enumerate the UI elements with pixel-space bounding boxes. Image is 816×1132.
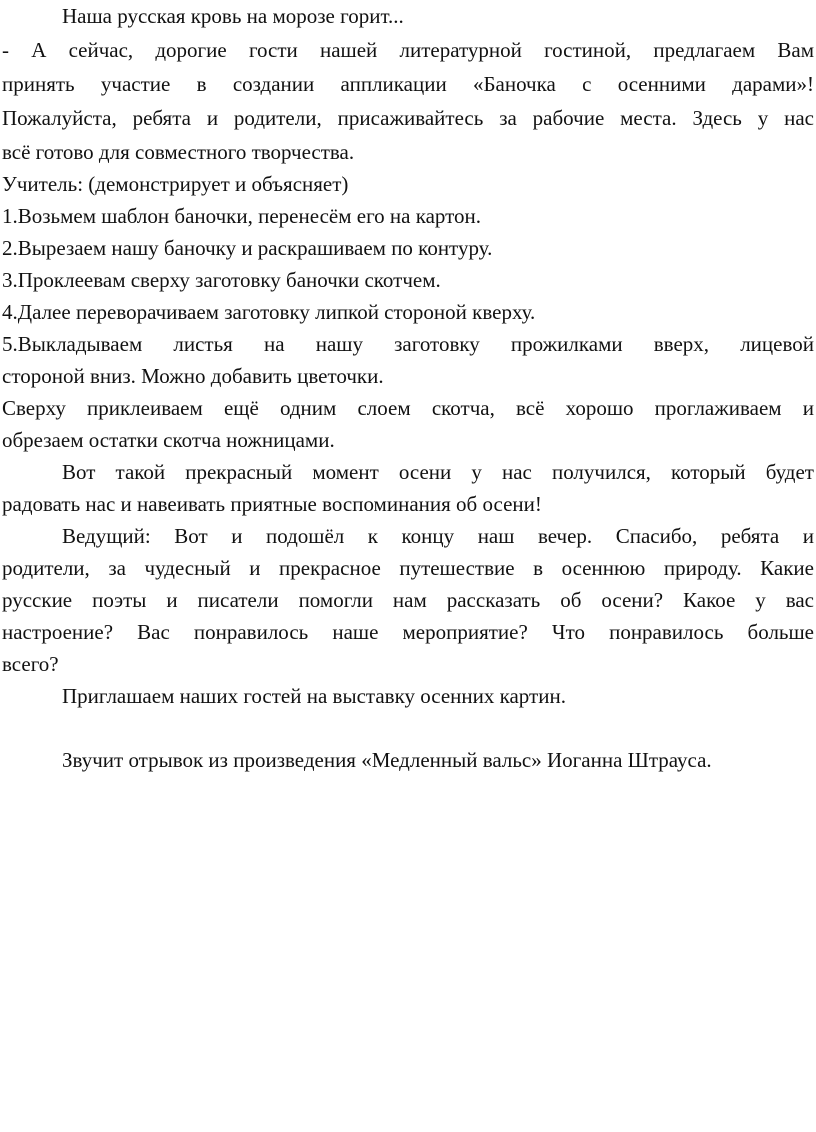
- paragraph-line: обрезаем остатки скотча ножницами.: [2, 428, 335, 452]
- step-2: 2.Вырезаем нашу баночку и раскрашиваем по контуру.: [2, 236, 493, 260]
- poem-line: Наша русская кровь на морозе горит...: [62, 4, 404, 28]
- paragraph-line: принять участие в создании аппликации «Баночка с осенними дарами»!: [2, 72, 814, 96]
- music-line: Звучит отрывок из произведения «Медленный вальс» Иоганна Штрауса.: [62, 748, 712, 772]
- invitation-line: Приглашаем наших гостей на выставку осенних картин.: [62, 684, 566, 708]
- paragraph-line: Вот такой прекрасный момент осени у нас получился, который будет: [62, 460, 814, 484]
- step-5-continued: стороной вниз. Можно добавить цветочки.: [2, 364, 384, 388]
- step-5: 5.Выкладываем листья на нашу заготовку прожилками вверх, лицевой: [2, 332, 814, 356]
- host-line: Ведущий: Вот и подошёл к концу наш вечер. Спасибо, ребята и: [62, 524, 814, 548]
- paragraph-line: Пожалуйста, ребята и родители, присаживайтесь за рабочие места. Здесь у нас: [2, 106, 814, 130]
- step-4: 4.Далее переворачиваем заготовку липкой стороной кверху.: [2, 300, 536, 324]
- paragraph-line: русские поэты и писатели помогли нам рассказать об осени? Какое у вас: [2, 588, 814, 612]
- paragraph-line: Сверху приклеиваем ещё одним слоем скотча, всё хорошо проглаживаем и: [2, 396, 814, 420]
- paragraph-line: - А сейчас, дорогие гости нашей литературной гостиной, предлагаем Вам: [2, 38, 814, 62]
- step-3: 3.Проклеевам сверху заготовку баночки скотчем.: [2, 268, 441, 292]
- paragraph-line: родители, за чудесный и прекрасное путешествие в осеннюю природу. Какие: [2, 556, 814, 580]
- paragraph-line: настроение? Вас понравилось наше мероприятие? Что понравилось больше: [2, 620, 814, 644]
- paragraph-line: радовать нас и навеивать приятные воспоминания об осени!: [2, 492, 542, 516]
- paragraph-line: всего?: [2, 652, 59, 676]
- paragraph-line: всё готово для совместного творчества.: [2, 140, 355, 164]
- teacher-line: Учитель: (демонстрирует и объясняет): [2, 172, 349, 196]
- step-1: 1.Возьмем шаблон баночки, перенесём его на картон.: [2, 204, 482, 228]
